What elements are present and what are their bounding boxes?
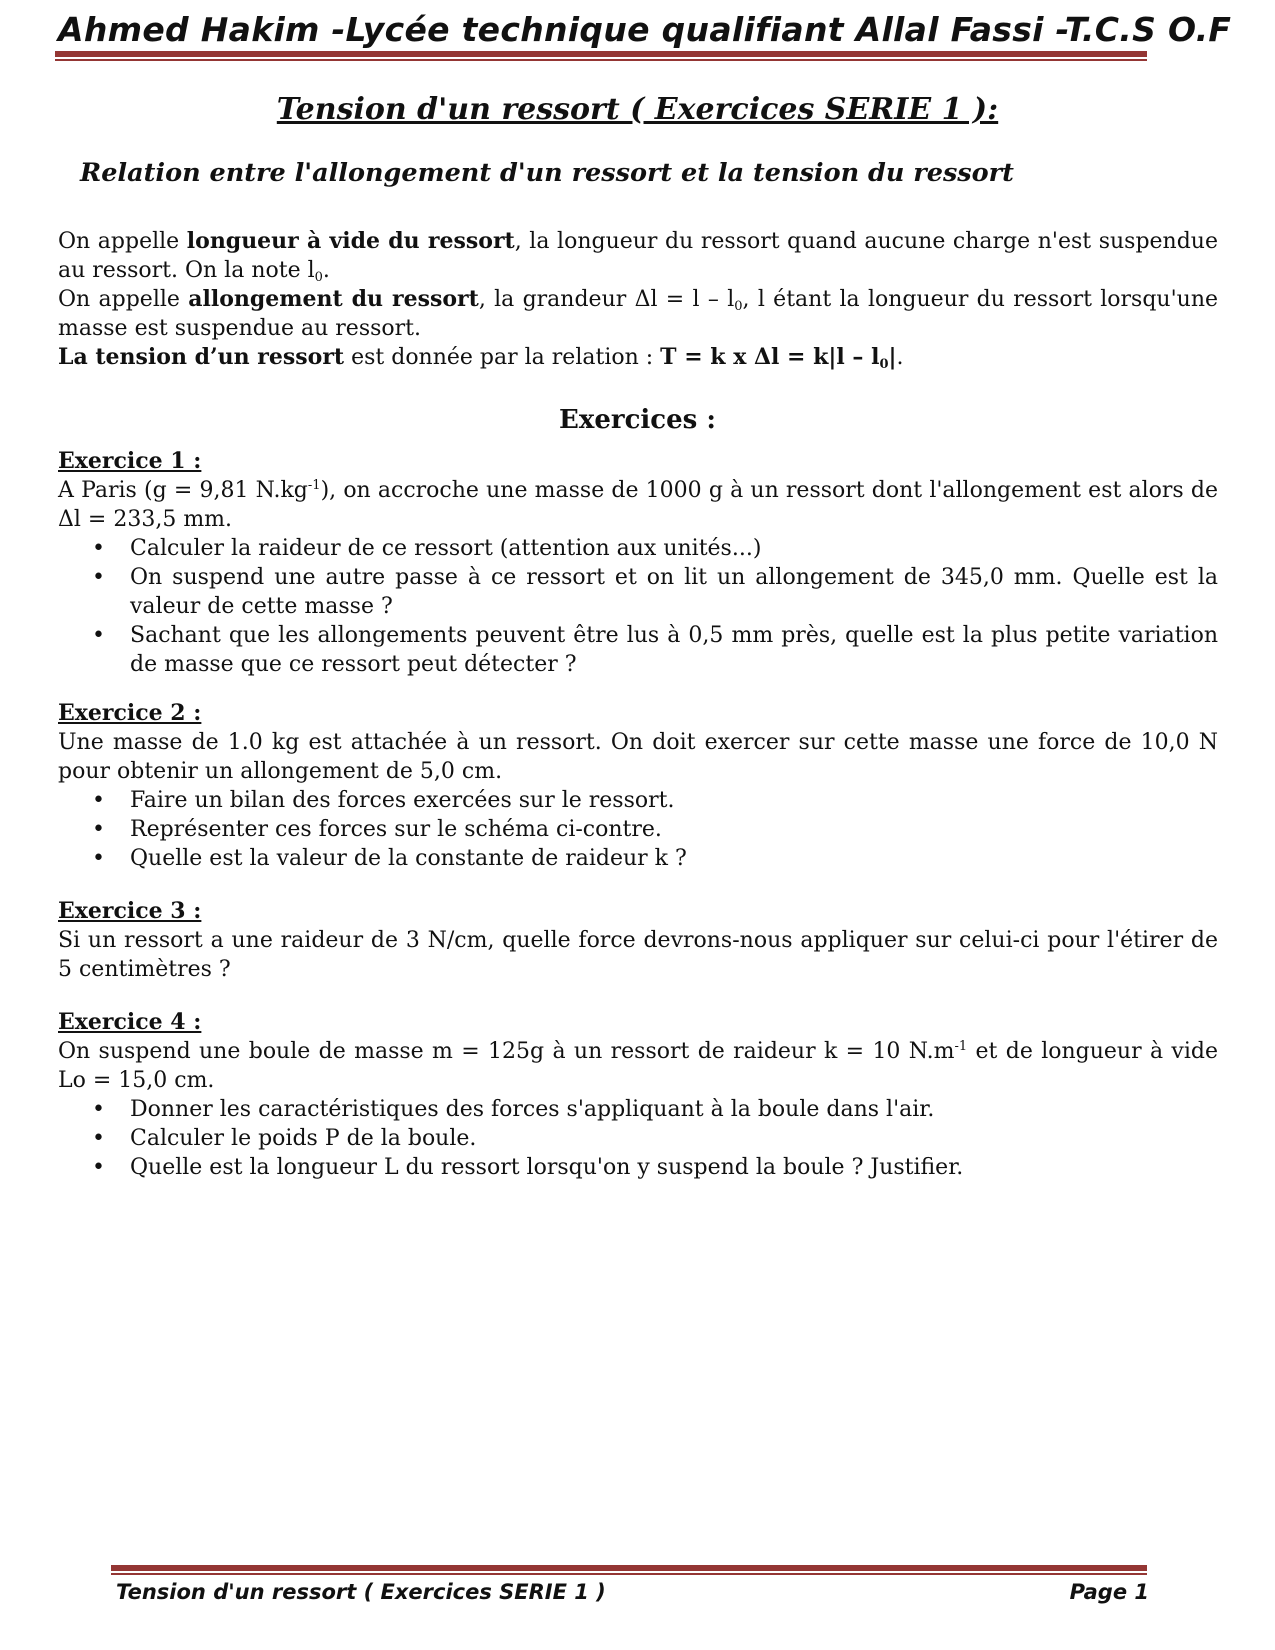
exercise-title: Exercice 2 : — [58, 700, 202, 726]
exercise-title: Exercice 4 : — [58, 1009, 202, 1035]
header-rule-thick — [55, 51, 1147, 57]
list-item: • Calculer le poids P de la boule. — [58, 1124, 1218, 1153]
exercise-1 — [58, 447, 1218, 679]
intro-section — [58, 227, 1218, 372]
list-item: • On suspend une autre passe à ce ressort et on lit un allongement de 345,0 mm. Quelle est la valeur de cette masse ? — [58, 563, 1218, 621]
exercise-statement: A Paris (g = 9,81 $N.kg^{-1}$), on accroche une masse de 1000 g à un ressort dont l'allongement est alors de Δl = 233,5 mm. — [58, 478, 1218, 532]
exercise-questions — [58, 1095, 1218, 1182]
list-item: • Calculer la raideur de ce ressort (attention aux unités...) — [58, 534, 1218, 563]
exercise-title: Exercice 3 : — [58, 898, 202, 924]
list-item: • Quelle est la longueur L du ressort lorsqu'on y suspend la boule ? Justifier. — [58, 1153, 1218, 1182]
exercise-statement: Une masse de 1.0 kg est attachée à un ressort. On doit exercer sur cette masse une force de 10,0 N pour obtenir un allongement de 5,0 cm. — [58, 730, 1218, 784]
footer-document-title: Tension d'un ressort ( Exercices SERIE 1 ) — [116, 1580, 606, 1604]
list-item: • Faire un bilan des forces exercées sur le ressort. — [58, 786, 1218, 815]
footer-rule-thick — [111, 1565, 1147, 1571]
section-subtitle: Relation entre l'allongement d'un ressort et la tension du ressort — [80, 158, 1014, 188]
exercise-title: Exercice 1 : — [58, 448, 202, 474]
intro-paragraph-2: On appelle allongement du ressort, la grandeur $\Delta l = l - l_0$, l étant la longueur du ressort lorsqu'une masse est suspendue au ressort. — [58, 286, 1219, 341]
intro-paragraph-3: La tension d’un ressort est donnée par la relation : T = k x $\Delta l = k|l - l_0|$. — [58, 344, 904, 372]
list-item: • Quelle est la valeur de la constante de raideur k ? — [58, 844, 1218, 873]
exercises-heading: Exercices : — [559, 405, 716, 435]
exercise-questions — [58, 534, 1218, 679]
exercise-4 — [58, 1008, 1218, 1182]
intro-paragraph-1: On appelle longueur à vide du ressort, la longueur du ressort quand aucune charge n'est suspendue au ressort. On la note $l_0$. — [58, 228, 1218, 285]
header-rule-thin — [55, 59, 1147, 61]
exercise-questions — [58, 786, 1218, 873]
list-item: • Sachant que les allongements peuvent être lus à 0,5 mm près, quelle est la plus petite variation de masse que ce ressort peut détecter ? — [58, 621, 1218, 679]
exercise-2 — [58, 699, 1218, 873]
document-title: Tension d'un ressort ( Exercices SERIE 1 ): — [276, 92, 999, 127]
footer-rule-thin — [111, 1573, 1147, 1575]
list-item: • Donner les caractéristiques des forces s'appliquant à la boule dans l'air. — [58, 1095, 1218, 1124]
exercise-3 — [58, 897, 1218, 984]
exercise-statement: On suspend une boule de masse m = 125g à un ressort de raideur k = 10 $N.m^{-1}$ et de longueur à vide Lo = 15,0 cm. — [58, 1039, 1218, 1093]
list-item: • Représenter ces forces sur le schéma ci-contre. — [58, 815, 1218, 844]
page-number: Page 1 — [1069, 1580, 1149, 1604]
header-title: Ahmed Hakim -Lycée technique qualifiant Allal Fassi -T.C.S O.F — [58, 10, 1232, 49]
exercise-statement: Si un ressort a une raideur de 3 N/cm, quelle force devrons-nous appliquer sur celui-ci pour l'étirer de 5 centimètres ? — [58, 928, 1218, 982]
